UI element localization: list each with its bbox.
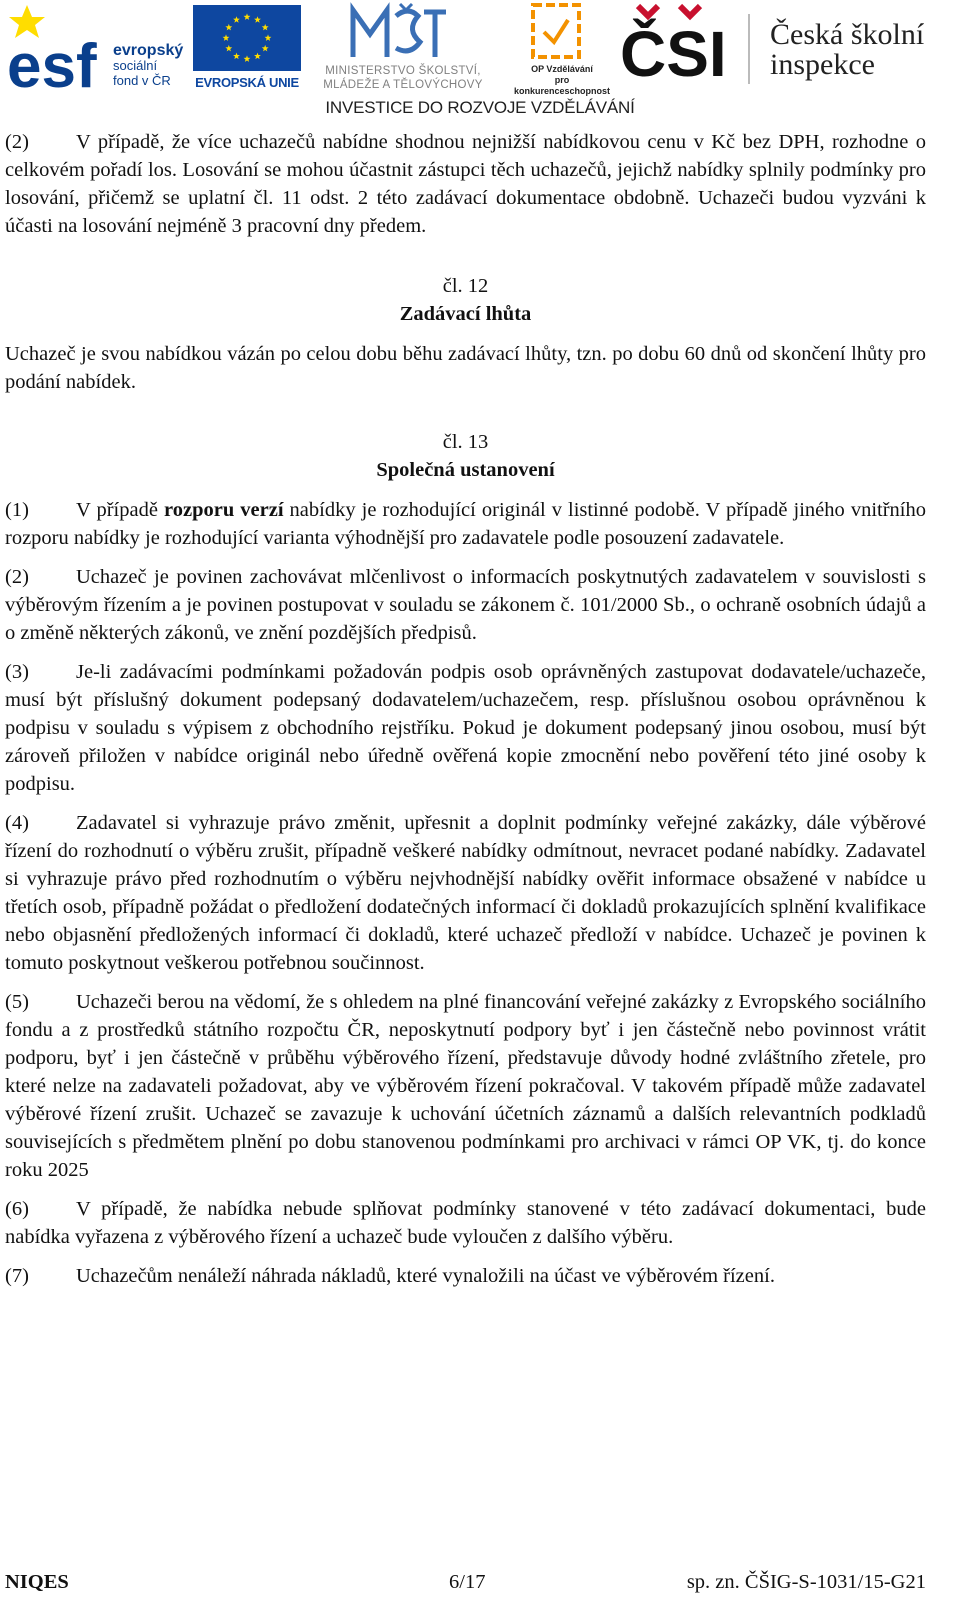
paragraph-text-bold: rozporu verzí (164, 499, 284, 521)
paragraph-text: Uchazečům nenáleží náhrada nákladů, které vynaložili na účast ve výběrovém řízení. (76, 1265, 775, 1287)
esf-line2: sociální (113, 58, 158, 73)
paragraph-7 (5, 1262, 926, 1290)
paragraph-text: Zadavatel si vyhrazuje právo změnit, upřesnit a doplnit podmínky veřejné zakázky, dále výběrové řízení do rozhodnutí o výběru zrušit, případně veškeré nabídky odmítnout, nevracet podané nabídky. Zadavatel si vyhrazuje právo před rozhodnutím o výběru nejvhodnější nabídky ověřit informace obsažené v nabídce u třetích osob, případně požádat o předložení dodatečných informací či dokladů prokazujících splnění kvalifikace nebo objasnění předložených informací či dokladů, které uchazeč předloží v nabídce. Uchazeč je povinen k tomuto poskytnout veškerou potřebnou součinnost. (5, 812, 926, 974)
opvk-mark-icon (530, 2, 582, 60)
msmt-line1: MINISTERSTVO ŠKOLSTVÍ, (325, 65, 481, 77)
eu-flag-icon (193, 5, 301, 71)
eu-label: EVROPSKÁ UNIE (195, 75, 299, 90)
csi-separator (748, 14, 750, 84)
opvk-caption (512, 64, 612, 97)
article-13-number: čl. 13 (442, 431, 489, 453)
eu-star-icon (262, 45, 269, 52)
paragraph-text: Uchazeč je povinen zachovávat mlčenlivost o informacích poskytnutých zadavatelem v souvislosti s výběrovým řízením a je povinen postupovat v souladu se zákonem č. 101/2000 Sb., o ochraně osobních údajů a o změně některých zákonů, ve znění pozdějších předpisů. (5, 566, 926, 644)
eu-star-icon (223, 34, 230, 41)
eu-star-icon (254, 53, 261, 60)
esf-caption (113, 43, 183, 88)
paragraph-text: V případě, že nabídka nebude splňovat podmínky stanovené v této zadávací dokumentaci, bude nabídka vyřazena z výběrového řízení a uchazeč bude vyloučen z dalšího výběru. (5, 1198, 926, 1248)
eu-star-icon (254, 16, 261, 23)
esf-line1: evropský (113, 42, 184, 59)
csi-line1: Česká školní (770, 18, 925, 51)
eu-logo (193, 5, 301, 91)
msmt-logo (308, 2, 498, 94)
article-12-title: Zadávací lhůta (399, 303, 532, 325)
opvk-logo (512, 2, 612, 94)
paragraph-text: V případě, že více uchazečů nabídne shodnou nejnižší nabídkovou cenu v Kč bez DPH, rozhodne o celkovém pořadí los. Losování se mohou účastnit zástupci těch uchazečů, jejichž nabídky splnily podmínky pro losování, přičemž se uplatní čl. 11 odst. 2 této zadávací dokumentace obdobně. Uchazeči budou vyzváni k účasti na losování nejméně 3 pracovní dny předem. (5, 131, 926, 237)
paragraph-number: (1) (5, 499, 29, 521)
paragraph-1 (5, 496, 926, 552)
paragraph-3 (5, 658, 926, 798)
esf-mark-icon (5, 5, 109, 91)
paragraph-text-a: V případě (76, 499, 164, 521)
csi-mark-icon (620, 2, 732, 86)
paragraph-text-b: nabídky je rozhodující originál v listinné podobě. V případě jiného vnitřního rozporu nabídky je rozhodující varianta výhodnější pro zadavatele podle posouzení zadavatele. (5, 499, 926, 549)
eu-star-icon (233, 53, 240, 60)
msmt-mark-icon (348, 2, 448, 62)
opvk-line2: pro konkurenceschopnost (513, 75, 611, 96)
paragraph-5 (5, 988, 926, 1184)
article-12-text: Uchazeč je svou nabídkou vázán po celou dobu běhu zadávací lhůty, tzn. po dobu 60 dnů od skončení lhůty pro podání nabídek. (5, 343, 926, 393)
paragraph-2 (5, 563, 926, 647)
eu-star-icon (244, 55, 251, 62)
paragraph-number: (7) (5, 1265, 29, 1287)
paragraph-number: (4) (5, 812, 29, 834)
footer-project: NIQES (5, 1571, 69, 1593)
msmt-line2: MLÁDEŽE A TĚLOVÝCHOVY (323, 79, 483, 91)
eu-star-icon (233, 16, 240, 23)
footer-reference: sp. zn. ČŠIG-S-1031/15-G21 (686, 1571, 926, 1593)
csi-logo-text: ČSI (620, 18, 727, 86)
csi-line2: inspekce (770, 48, 875, 81)
paragraph-4 (5, 809, 926, 977)
esf-logo-text: esf (7, 32, 97, 91)
eu-star-icon (225, 24, 232, 31)
page-footer (5, 1568, 926, 1600)
paragraph-text: Uchazeči berou na vědomí, že s ohledem na plné financování veřejné zakázky z Evropského sociálního fondu a z prostředků státního rozpočtu ČR, neposkytnutí podpory byť i jen částečně nebo povinnost vrátit podporu, byť i jen částečně v průběhu výběrového řízení, představuje důvody hodné zvláštního zřetele, pro které nelze na zadavateli požadovat, aby ve výběrovém řízení pokračoval. V takovém případě může zadavatel výběrové řízení zrušit. Uchazeč se zavazuje k uchování účetních záznamů a dalších relevantních podkladů souvisejících s předmětem plnění po dobu stanovenou podmínkami pro archivaci v rámci OP VK, tj. do konce roku 2025 (5, 991, 926, 1181)
investice-slogan: INVESTICE DO ROZVOJE VZDĚLÁVÁNÍ (325, 98, 635, 117)
article-12-number: čl. 12 (442, 275, 489, 297)
paragraph-number: (6) (5, 1198, 29, 1220)
eu-star-icon (262, 24, 269, 31)
eu-star-icon (225, 45, 232, 52)
article-13-title: Společná ustanovení (376, 459, 555, 481)
paragraph-number: (5) (5, 991, 29, 1013)
paragraph-number: (2) (5, 131, 29, 153)
esf-line3: fond v ČR (113, 73, 171, 88)
document-body (5, 128, 926, 1301)
paragraph-intro (5, 128, 926, 240)
paragraph-6 (5, 1195, 926, 1251)
eu-star-icon (265, 34, 272, 41)
opvk-line1: OP Vzdělávání (531, 64, 593, 74)
msmt-caption (308, 64, 498, 92)
csi-logo (620, 2, 950, 94)
footer-page-number: 6/17 (449, 1571, 486, 1593)
paragraph-number: (3) (5, 661, 29, 683)
paragraph-number: (2) (5, 566, 29, 588)
paragraph-text: Je-li zadávacími podmínkami požadován podpis osob oprávněných zastupovat dodavatele/uchazeče, musí být příslušný dokument podepsaný dodavatelem/uchazečem, resp. příslušnou osobou oprávněnou k podpisu v souladu s výpisem z obchodního rejstříku. Pokud je dokument podepsaný jinou osobou, musí být zároveň přiložen v nabídce originál nebo úředně ověřená kopie zmocnění nebo pověření této jiné osoby k podpisu. (5, 661, 926, 795)
page-header (0, 0, 960, 122)
csi-caption (770, 20, 924, 80)
eu-star-icon (244, 13, 251, 20)
esf-logo (5, 5, 185, 91)
